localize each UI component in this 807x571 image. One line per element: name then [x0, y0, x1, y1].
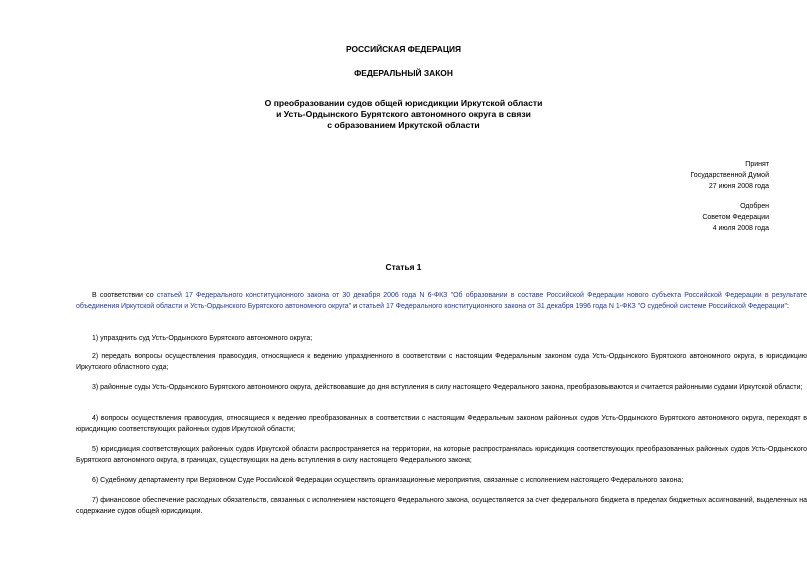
country-heading: РОССИЙСКАЯ ФЕДЕРАЦИЯ	[345, 44, 462, 54]
intro-mid: и	[351, 302, 359, 310]
doc-type-heading: ФЕДЕРАЛЬНЫЙ ЗАКОН	[354, 68, 453, 78]
list-item: 1) упразднить суд Усть-Ордынского Бурятского автономного округа;	[92, 335, 313, 342]
intro-paragraph	[76, 291, 807, 312]
list-item: 6) Судебному департаменту при Верховном Суде Российской Федерации осуществить организационные мероприятия, связанные с исполнением настоящего Федерального закона;	[92, 477, 684, 484]
approval-block	[702, 201, 769, 234]
law-title	[0, 98, 807, 131]
adoption-date: 27 июня 2008 года	[708, 183, 769, 190]
law-title-line: с образованием Иркутской области	[327, 120, 480, 130]
list-item: 2) передать вопросы осуществления правосудия, относящиеся к ведению упраздненного в соответствии с настоящим Федеральным законом суда Усть-Ордынского Бурятского автономного округа, в юрисдикцию Иркутского областного суда;	[76, 353, 807, 371]
intro-end: :	[786, 302, 789, 310]
law-link-1fkz[interactable]: статьей 17 Федерального конституционного закона от 31 декабря 1996 года N 1-ФКЗ "О судебной системе Российской Федерации"	[358, 302, 787, 310]
list-item: 5) юрисдикция соответствующих районных судов Иркутской области распространяется на территории, на которые распространялась юрисдикция соответствующих преобразованных районных судов Усть-Ордынского Бурятского автономного округа, в границах, существующих на день вступления в силу настоящего Федерального закона;	[76, 446, 807, 464]
list-item: 7) финансовое обеспечение расходных обязательств, связанных с исполнением настоящего Федерального закона, осуществляется за счет федерального бюджета в пределах бюджетных ассигнований, выделенных на содержание судов общей юрисдикции.	[76, 497, 807, 515]
adoption-block	[690, 159, 769, 192]
approval-date: 4 июля 2008 года	[712, 225, 769, 232]
article-heading: Статья 1	[385, 262, 422, 272]
law-title-line: и Усть-Ордынского Бурятского автономного округа в связи	[276, 109, 531, 119]
adoption-label: Принят	[745, 161, 769, 168]
law-link-6fkz[interactable]: статьей 17 Федерального конституционного закона от 30 декабря 2006 года N 6-ФКЗ "Об образовании в составе Российской Федерации нового субъекта Российской Федерации в результате объединения Иркутской области и Усть-Ордынского Бурятского автономного округа"	[76, 292, 807, 310]
approval-label: Одобрен	[740, 203, 769, 210]
intro-start: В соответствии со	[92, 292, 157, 299]
list-item: 3) районные суды Усть-Ордынского Бурятского автономного округа, действовавшие до дня вступления в силу настоящего Федерального закона, преобразовываются и считается районными судами Иркутской области;	[92, 384, 803, 391]
law-title-line: О преобразовании судов общей юрисдикции Иркутской области	[264, 98, 543, 108]
adoption-body: Государственной Думой	[690, 172, 769, 179]
list-item: 4) вопросы осуществления правосудия, относящиеся к ведению преобразованных в соответствии с настоящим Федеральным законом районных судов Усть-Ордынского Бурятского автономного округа, переходят в юрисдикцию соответствующих районных судов Иркутской области;	[76, 415, 807, 433]
approval-body: Советом Федерации	[702, 214, 769, 221]
